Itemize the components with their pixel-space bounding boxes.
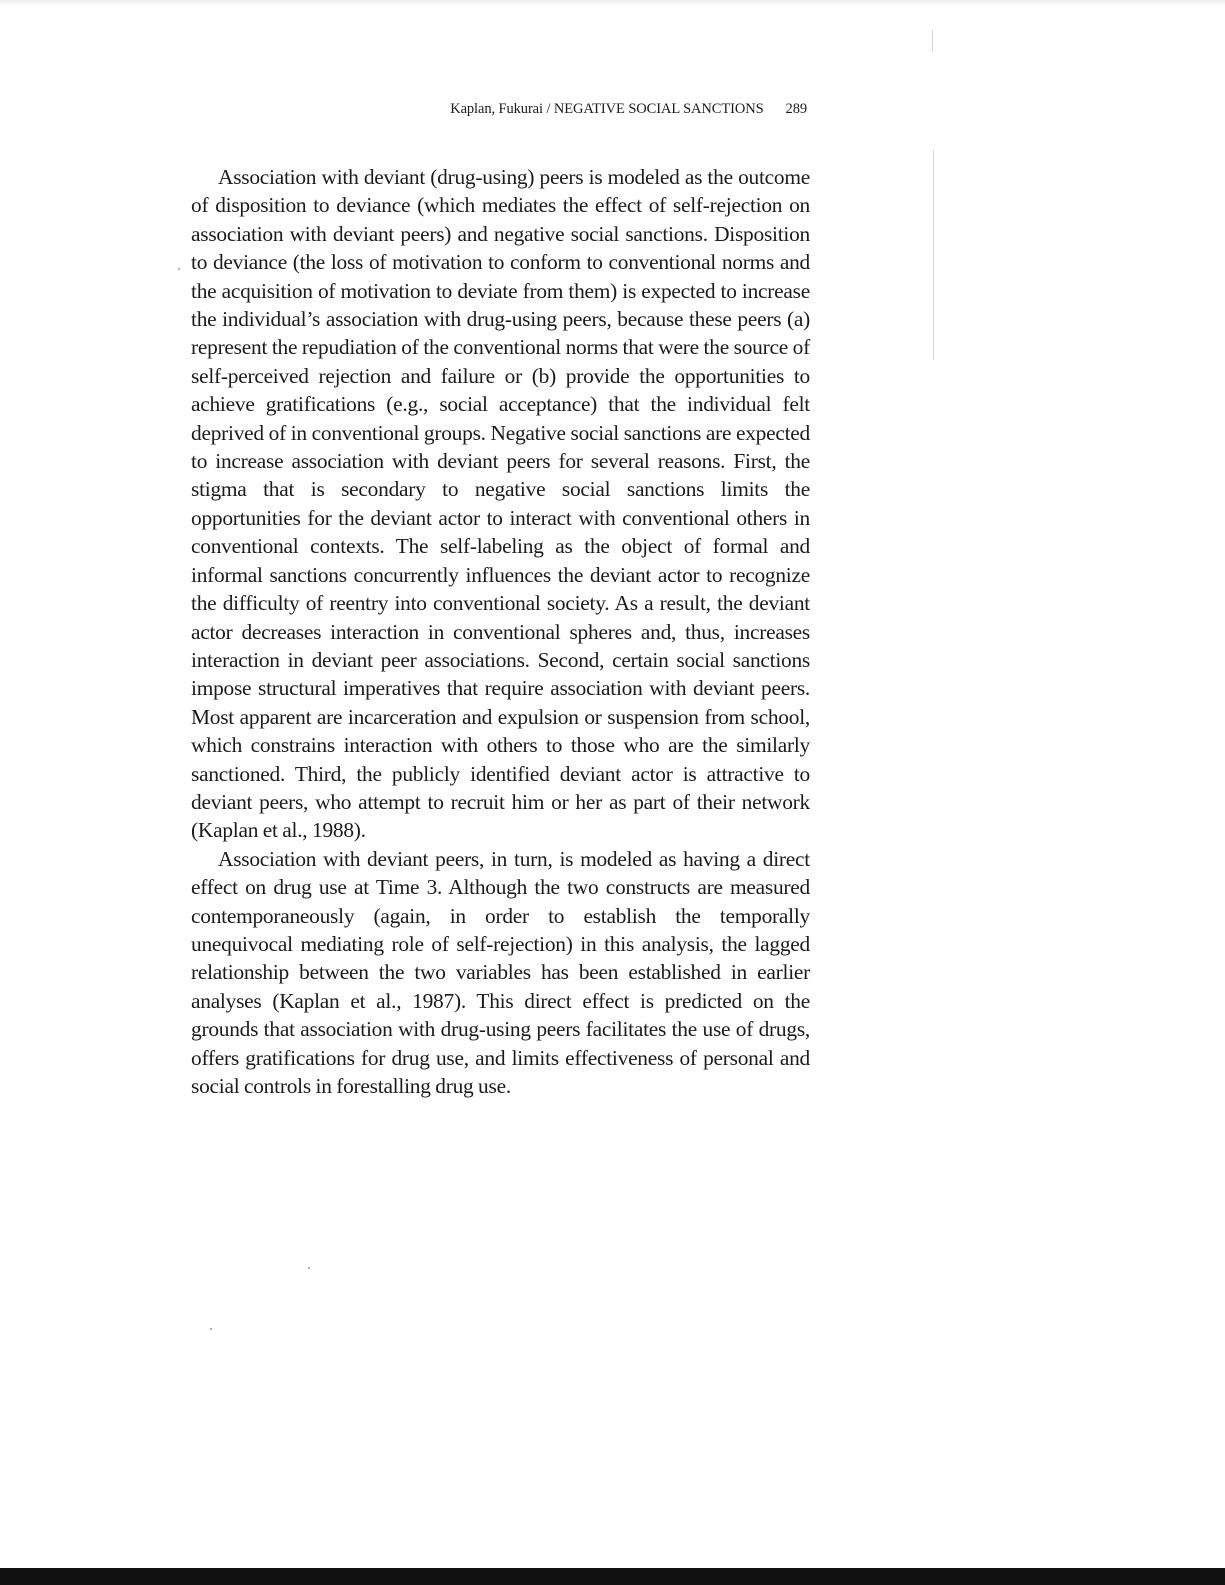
running-head-title: Kaplan, Fukurai / NEGATIVE SOCIAL SANCTIONS — [450, 101, 764, 117]
scan-speck — [210, 1328, 212, 1330]
article-body — [191, 163, 810, 1100]
scan-speck — [308, 1267, 310, 1269]
scan-speck — [178, 268, 180, 270]
page-number: 289 — [785, 101, 807, 117]
scan-bottom-edge — [0, 1568, 1225, 1585]
scan-mark — [932, 30, 933, 52]
running-head — [191, 99, 807, 119]
scan-mark — [933, 150, 934, 360]
paragraph: Association with deviant peers, in turn, is modeled as having a direct effect on drug use at Time 3. Although the two constructs are measured contemporaneously (again, in order to establish the temporally unequivocal mediating role of self-rejection) in this analysis, the lagged relationship between the two variables has been established in earlier analyses (Kaplan et al., 1987). This direct effect is predicted on the grounds that association with drug-using peers facilitates the use of drugs, offers gratifications for drug use, and limits effectiveness of personal and social controls in forestalling drug use. — [191, 846, 810, 1098]
scan-top-edge — [0, 0, 1225, 6]
paragraph: Association with deviant (drug-using) peers is modeled as the outcome of disposition to deviance (which mediates the effect of self-rejection on association with deviant peers) and negative social sanctions. Disposition to deviance (the loss of motivation to conform to conventional norms and the acquisition of motivation to deviate from them) is expected to increase the individual’s association with drug-using peers, because these peers (a) represent the repudiation of the conventional norms that were the source of self-perceived rejection and failure or (b) provide the opportunities to achieve gratifications (e.g., social acceptance) that the individual felt deprived of in conventional groups. Negative social sanctions are expected to increase association with deviant peers for several reasons. First, the stigma that is secondary to negative social sanctions limits the opportunities for the deviant actor to interact with conventional others in conventional contexts. The self-labeling as the object of formal and informal sanctions concurrently influences the deviant actor to recognize the difficulty of reentry into conventional society. As a result, the deviant actor decreases interaction in conventional spheres and, thus, increases interaction in deviant peer associations. Second, certain social sanctions impose structural imperatives that require association with deviant peers. Most apparent are incarceration and expulsion or suspension from school, which constrains interaction with others to those who are the similarly sanctioned. Third, the publicly identified deviant actor is attractive to deviant peers, who attempt to recruit him or her as part of their network (Kaplan et al., 1988). — [191, 165, 810, 843]
